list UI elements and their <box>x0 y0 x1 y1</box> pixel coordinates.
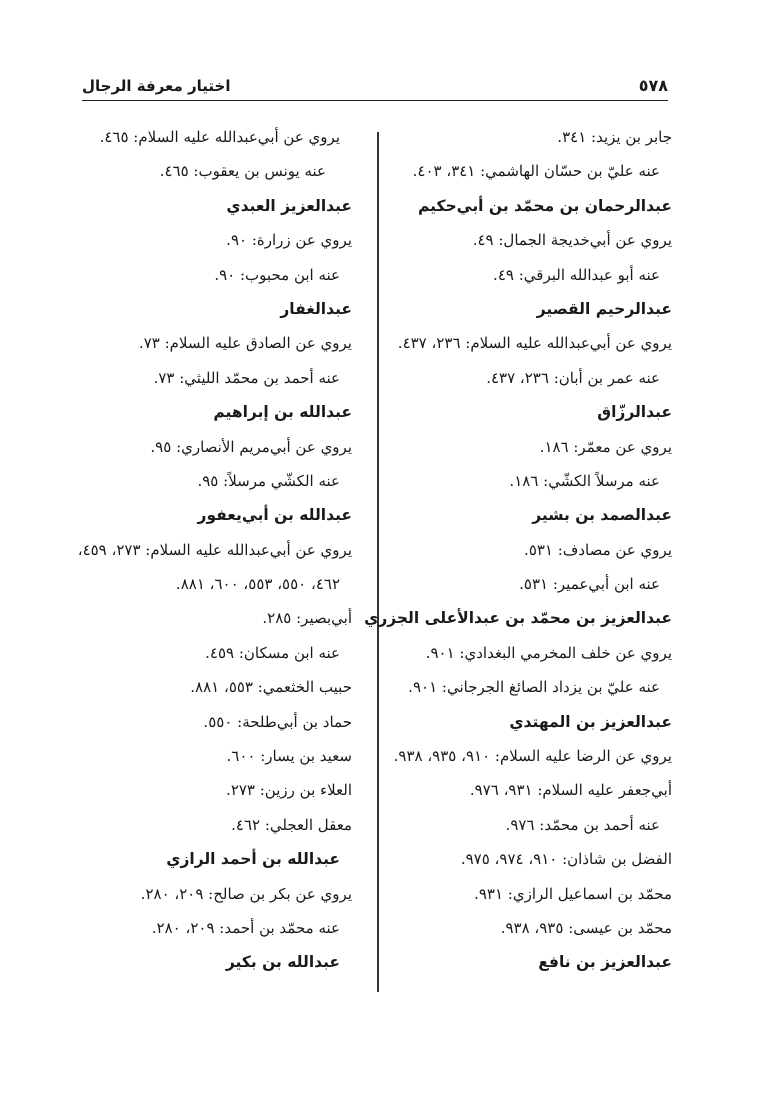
entry-line: الفضل بن شاذان: ٩١٠، ٩٧٤، ٩٧٥. <box>460 850 672 869</box>
entry-line: ٤٦٢، ٥٥٠، ٥٥٣، ٦٠٠، ٨٨١. <box>175 575 340 594</box>
page-header <box>82 62 668 101</box>
entry-line: محمّد بن عيسى: ٩٣٥، ٩٣٨. <box>500 918 672 937</box>
entry-heading: عبدالغفار <box>280 299 352 318</box>
entry-line: عنه محمّد بن أحمد: ٢٠٩، ٢٨٠. <box>151 918 340 937</box>
entry-line: يروي عن أبي‌عبدالله عليه السلام: ٤٦٥. <box>99 128 340 146</box>
entry-line: يروي عن أبي‌خديجة الجمال: ٤٩. <box>472 231 672 250</box>
entry-line: يروي عن خلف المخرمي البغدادي: ٩٠١. <box>425 643 672 662</box>
entry-heading: عبدالصمد بن بشير <box>532 506 672 525</box>
entry-heading: عبدالرزّاق <box>597 403 672 422</box>
entry-heading: عبدالعزيز بن نافع <box>538 953 672 972</box>
entry-line: عنه أحمد بن محمّد الليثي: ٧٣. <box>153 368 340 387</box>
entry-line: عنه مرسلاً الكشّي: ١٨٦. <box>509 471 660 490</box>
entry-heading: عبدالعزيز بن محمّد بن عبدالأعلى الجزري <box>364 609 672 628</box>
entry-line: يروي عن الرضا عليه السلام: ٩١٠، ٩٣٥، ٩٣٨. <box>393 747 672 766</box>
entry-heading: عبدالله بن بكير <box>225 953 340 972</box>
entry-line: حبيب الخثعمي: ٥٥٣، ٨٨١. <box>190 678 352 697</box>
entry-line: جابر بن يزيد: ٣٤١. <box>557 128 672 146</box>
entry-line: يروي عن الصادق عليه السلام: ٧٣. <box>138 334 352 353</box>
entry-line: يروي عن أبي‌مريم الأنصاري: ٩٥. <box>150 437 352 456</box>
entry-line: يروي عن أبي‌عبدالله عليه السلام: ٢٣٦، ٤٣٧. <box>397 334 672 353</box>
entry-heading: عبدالله بن إبراهيم <box>213 403 352 422</box>
entry-line: العلاء بن رزين: ٢٧٣. <box>226 781 352 800</box>
entry-line: معقل العجلي: ٤٦٢. <box>231 815 352 834</box>
entry-heading: عبدالله بن أحمد الرازي <box>166 850 340 869</box>
right-column <box>364 120 672 980</box>
entry-line: يروي عن زرارة: ٩٠. <box>226 231 352 250</box>
column-divider <box>377 132 379 992</box>
entry-line: يروي عن مصادف: ٥٣١. <box>524 540 672 559</box>
entry-line: عنه أحمد بن محمّد: ٩٧٦. <box>505 815 660 834</box>
entry-line: عنه عمر بن أبان: ٢٣٦، ٤٣٧. <box>486 368 660 387</box>
entry-heading: عبدالرحيم القصير <box>536 299 672 318</box>
entry-line: عنه يونس بن يعقوب: ٤٦٥. <box>159 162 326 181</box>
left-column <box>67 120 352 980</box>
entry-line: عنه الكشّي مرسلاً: ٩٥. <box>197 471 340 490</box>
entry-line: محمّد بن اسماعيل الرازي: ٩٣١. <box>474 884 672 903</box>
running-title: اختيار معرفة الرجال <box>82 77 231 95</box>
entry-line: عنه عليّ بن حسّان الهاشمي: ٣٤١، ٤٠٣. <box>412 162 660 181</box>
entry-heading: عبدالرحمان بن محمّد بن أبي‌حكيم <box>418 196 672 215</box>
entry-line: حماد بن أبي‌طلحة: ٥٥٠. <box>203 712 352 731</box>
entry-line: عنه ابن أبي‌عمير: ٥٣١. <box>519 575 660 594</box>
entry-line: عنه أبو عبدالله البرقي: ٤٩. <box>493 265 660 284</box>
entry-line: أبي‌بصير: ٢٨٥. <box>262 609 352 628</box>
entry-line: عنه عليّ بن يزداد الصائغ الجرجاني: ٩٠١. <box>408 678 660 697</box>
entry-heading: عبدالله بن أبي‌يعفور <box>197 506 352 525</box>
entry-line: يروي عن أبي‌عبدالله عليه السلام: ٢٧٣، ٤٥٩، <box>77 540 352 559</box>
entry-line: يروي عن معمّر: ١٨٦. <box>539 437 672 456</box>
entry-heading: عبدالعزيز العبدي <box>226 196 352 215</box>
entry-line: عنه ابن محبوب: ٩٠. <box>214 265 340 284</box>
entry-heading: عبدالعزيز بن المهتدي <box>509 712 672 731</box>
entry-line: يروي عن بكر بن صالح: ٢٠٩، ٢٨٠. <box>140 884 352 903</box>
page-number: ٥٧٨ <box>638 76 668 95</box>
entry-line: سعيد بن يسار: ٦٠٠. <box>226 747 352 766</box>
entry-line: أبي‌جعفر عليه السلام: ٩٣١، ٩٧٦. <box>469 781 672 800</box>
entry-line: عنه ابن مسكان: ٤٥٩. <box>205 643 340 662</box>
